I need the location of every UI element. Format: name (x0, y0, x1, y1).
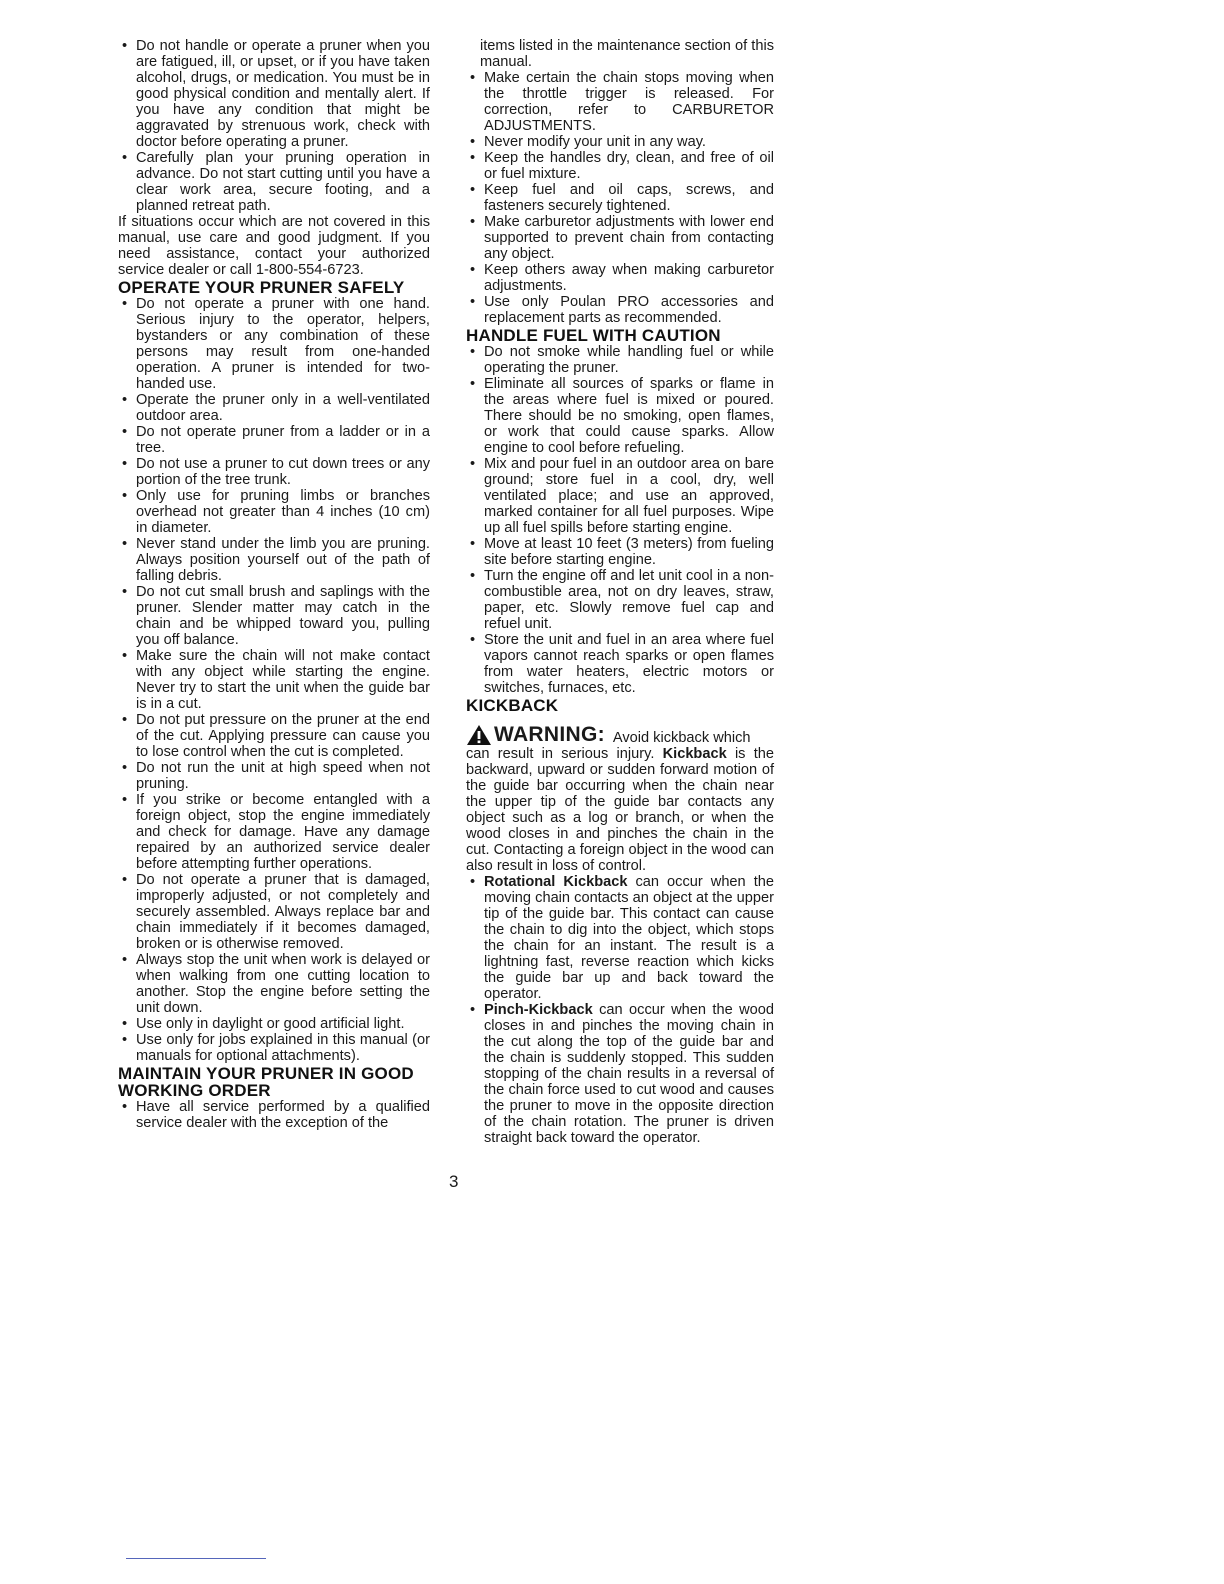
list-item: • Do not operate a pruner with one hand. Serious injury to the operator, helpers, bystanders or any combination of these persons may result from one-handed operation. A pruner is intended for two-handed use. (118, 296, 430, 392)
list-item (466, 1002, 774, 1146)
list-item-continuation: items listed in the maintenance section of this manual. (480, 38, 774, 70)
list-item: • Do not cut small brush and saplings with the pruner. Slender matter may catch in the chain and be whipped toward you, pulling you off balance. (118, 584, 430, 648)
operate-heading: OPERATE YOUR PRUNER SAFELY (118, 278, 405, 297)
warning-text-1: can result in serious injury. (466, 746, 655, 762)
list-item: • Have all service performed by a qualified service dealer with the exception of the (118, 1099, 430, 1131)
list-item: • Make certain the chain stops moving when the throttle trigger is released. For correction, refer to CARBURETOR ADJUSTMENTS. (466, 70, 774, 134)
list-item: • Keep the handles dry, clean, and free of oil or fuel mixture. (466, 150, 774, 182)
list-item: • Do not operate a pruner that is damaged, improperly adjusted, or not completely and securely assembled. Always replace bar and chain immediately if it becomes damaged, broken or is otherwise removed. (118, 872, 430, 952)
list-item: • Keep others away when making carburetor adjustments. (466, 262, 774, 294)
list-item: • Store the unit and fuel in an area where fuel vapors cannot reach sparks or open flames from water heaters, electric motors or switches, furnaces, etc. (466, 632, 774, 696)
list-item: • Make carburetor adjustments with lower end supported to prevent chain from contacting any object. (466, 214, 774, 262)
list-item: • Do not handle or operate a pruner when you are fatigued, ill, or upset, or if you have taken alcohol, drugs, or medication. You must be in good physical condition and mentally alert. If you have any condition that might be aggravated by strenuous work, check with doctor before operating a pruner. (118, 38, 430, 150)
list-item: • Do not use a pruner to cut down trees or any portion of the tree trunk. (118, 456, 430, 488)
maintain-list-continued (466, 38, 774, 326)
list-item: • Do not operate pruner from a ladder or in a tree. (118, 424, 430, 456)
operate-list (118, 296, 430, 1064)
list-item: • Do not run the unit at high speed when not pruning. (118, 760, 430, 792)
list-item (466, 874, 774, 1002)
kickback-list (466, 874, 774, 1146)
right-column (466, 38, 774, 1146)
list-item: • If you strike or become entangled with a foreign object, stop the engine immediately and check for damage. Have any damage repaired by an authorized service dealer before attempting further operations. (118, 792, 430, 872)
pinch-kickback-term: Pinch-Kickback (484, 1002, 593, 1018)
maintain-list-start (118, 1099, 430, 1131)
left-column (118, 38, 430, 1131)
list-item: • Mix and pour fuel in an outdoor area on bare ground; store fuel in a cool, dry, well ventilated place; and use an approved, marked container for all fuel purposes. Wipe up all fuel spills before starting engine. (466, 456, 774, 536)
warning-line (466, 724, 774, 746)
list-item: • Always stop the unit when work is delayed or when walking from one cutting location to another. Stop the engine before setting the unit down. (118, 952, 430, 1016)
rotational-kickback-text: can occur when the moving chain contacts an object at the upper tip of the guide bar. This contact can cause the chain to dig into the object, which stops the chain for an instant. The result is a lightning fast, reverse reaction which kicks the guide bar up and back toward the operator. (484, 874, 774, 1002)
list-item: • Keep fuel and oil caps, screws, and fasteners securely tightened. (466, 182, 774, 214)
maintain-heading: MAINTAIN YOUR PRUNER IN GOOD WORKING ORDER (118, 1064, 414, 1100)
list-item: • Move at least 10 feet (3 meters) from fueling site before starting engine. (466, 536, 774, 568)
list-item: • Operate the pruner only in a well-ventilated outdoor area. (118, 392, 430, 424)
pinch-kickback-text: can occur when the wood closes in and pinches the moving chain in the cut along the top of the guide bar and the chain is suddenly stopped. This sudden stopping of the chain results in a reversal of the chain force used to cut wood and causes the pruner to move in the opposite direction of the chain rotation. The pruner is driven straight back toward the operator. (484, 1002, 774, 1146)
list-item: • Do not smoke while handling fuel or while operating the pruner. (466, 344, 774, 376)
list-item: • Use only for jobs explained in this manual (or manuals for optional attachments). (118, 1032, 430, 1064)
warning-lead-text: Avoid kickback which (612, 730, 751, 746)
kickback-heading: KICKBACK (466, 696, 559, 715)
warning-triangle-icon (466, 724, 492, 746)
list-item: • Turn the engine off and let unit cool in a non-combustible area, not on dry leaves, straw, paper, etc. Slowly remove fuel cap and refuel unit. (466, 568, 774, 632)
footer-rule (126, 1558, 266, 1559)
page-number: 3 (449, 1172, 459, 1191)
list-item: • Never stand under the limb you are pruning. Always position yourself out of the path of falling debris. (118, 536, 430, 584)
list-item: • Carefully plan your pruning operation in advance. Do not start cutting until you have a clear work area, secure footing, and a planned retreat path. (118, 150, 430, 214)
list-item: • Use only Poulan PRO accessories and replacement parts as recommended. (466, 294, 774, 326)
rotational-kickback-term: Rotational Kickback (484, 874, 628, 890)
kickback-term: Kickback (662, 746, 727, 762)
list-item: • Eliminate all sources of sparks or flame in the areas where fuel is mixed or poured. There should be no smoking, open flames, or work that could cause sparks. Allow engine to cool before refueling. (466, 376, 774, 456)
warning-label: WARNING: (494, 723, 605, 746)
fuel-list (466, 344, 774, 696)
intro-list (118, 38, 430, 214)
warning-paragraph (466, 746, 774, 874)
intro-paragraph: If situations occur which are not covered in this manual, use care and good judgment. If you need assistance, contact your authorized service dealer or call 1-800-554-6723. (118, 214, 430, 278)
list-item: • Do not put pressure on the pruner at the end of the cut. Applying pressure can cause you to lose control when the cut is completed. (118, 712, 430, 760)
list-item: • Only use for pruning limbs or branches overhead not greater than 4 inches (10 cm) in diameter. (118, 488, 430, 536)
list-item: • Make sure the chain will not make contact with any object while starting the engine. Never try to start the unit when the guide bar is in a cut. (118, 648, 430, 712)
list-item: • Never modify your unit in any way. (466, 134, 774, 150)
fuel-heading: HANDLE FUEL WITH CAUTION (466, 326, 721, 345)
warning-text-2: is the backward, upward or sudden forward motion of the guide bar occurring when the chain near the upper tip of the guide bar contacts any object such as a log or branch, or when the wood closes in and pinches the chain in the cut. Contacting a foreign object in the wood can also result in loss of control. (466, 746, 774, 874)
list-item: • Use only in daylight or good artificial light. (118, 1016, 430, 1032)
